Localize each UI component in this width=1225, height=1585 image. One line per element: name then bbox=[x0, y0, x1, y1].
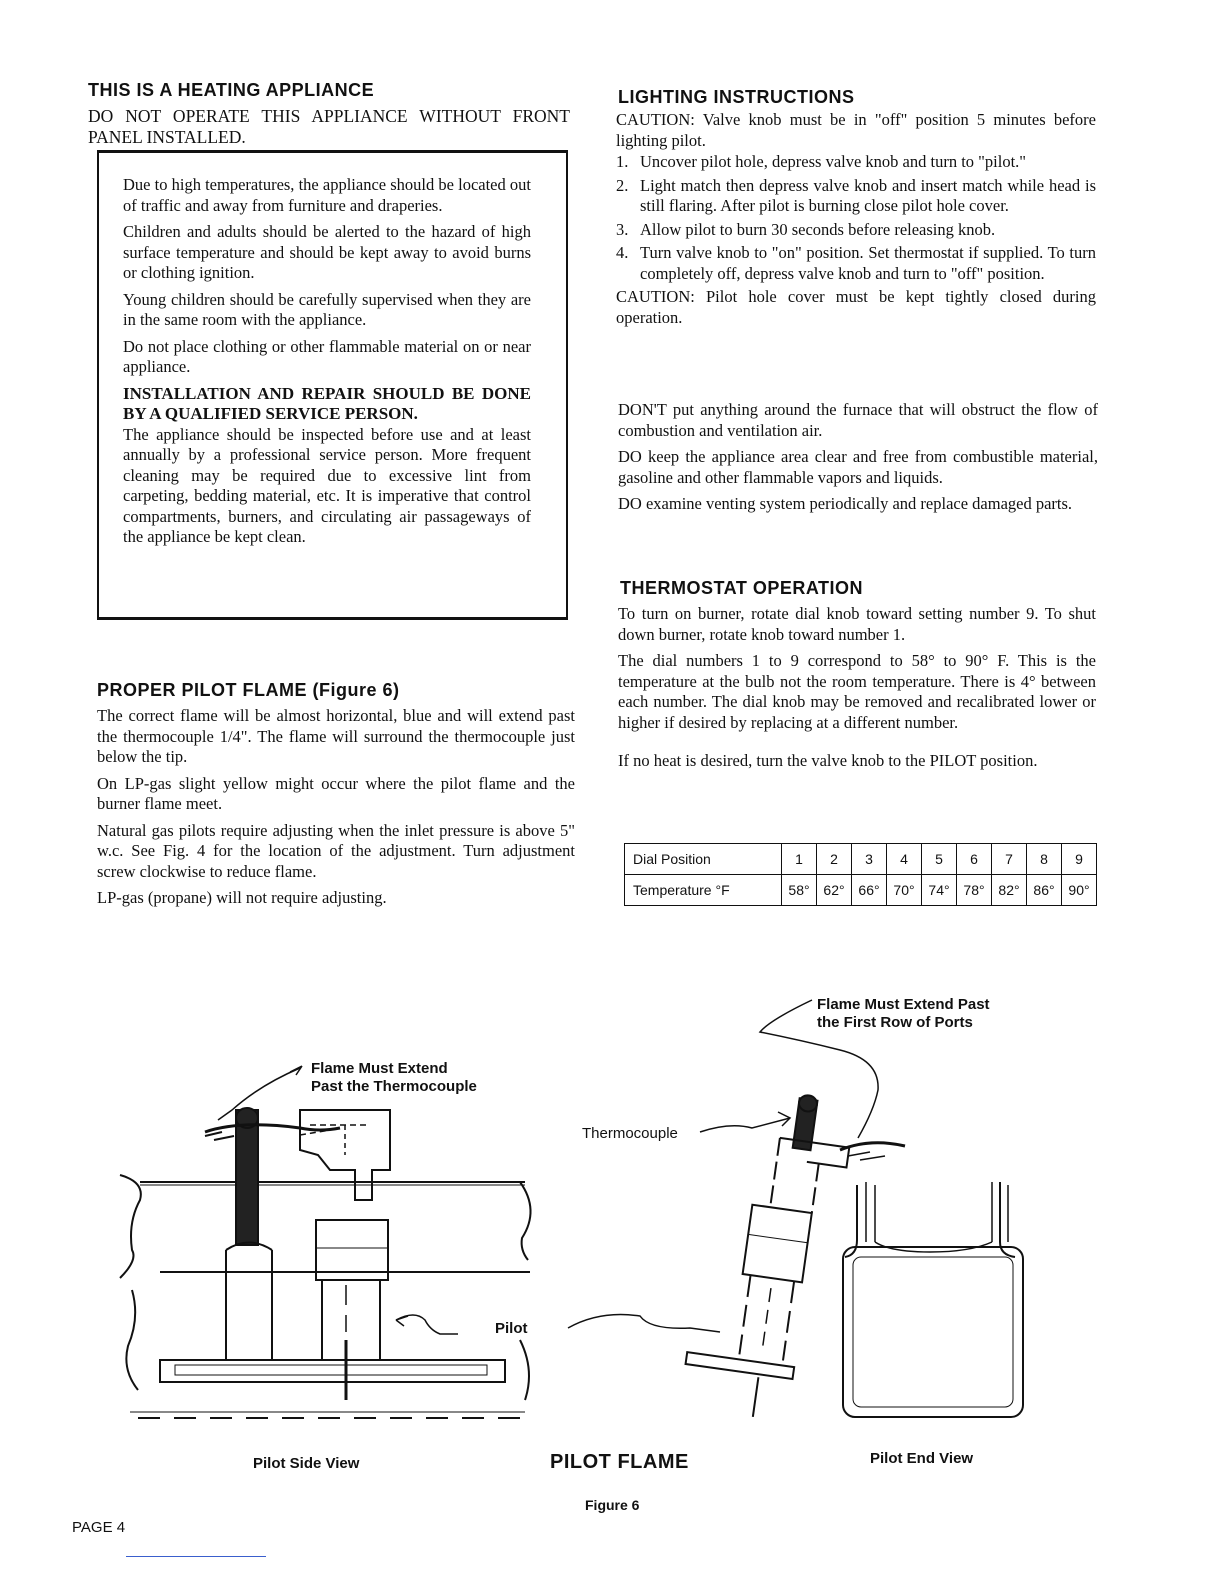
label-pilot: Pilot bbox=[495, 1320, 528, 1337]
pilot-side-view-drawing bbox=[120, 1066, 531, 1418]
table-cell: 62° bbox=[817, 875, 852, 906]
box-para-3: Young children should be carefully supervised when they are in the same room with the appliance. bbox=[123, 289, 531, 329]
table-cell: 3 bbox=[852, 844, 887, 875]
table-row bbox=[625, 844, 1097, 875]
table-cell: Temperature °F bbox=[625, 875, 782, 906]
table-cell: 66° bbox=[852, 875, 887, 906]
table-cell: 8 bbox=[1027, 844, 1062, 875]
do-para-1: DO keep the appliance area clear and free from combustible material, gasoline and other flammable vapors and liquids. bbox=[618, 447, 1098, 487]
thermo-para-1: To turn on burner, rotate dial knob toward setting number 9. To shut down burner, rotate knob toward number 1. bbox=[618, 604, 1096, 644]
table-cell: 1 bbox=[782, 844, 817, 875]
lighting-step: 1. Uncover pilot hole, depress valve knob and turn to "pilot." bbox=[616, 152, 1027, 171]
dial-temperature-table bbox=[624, 843, 1097, 906]
pilot-flame-section bbox=[97, 706, 575, 909]
heading-proper-pilot-flame: PROPER PILOT FLAME (Figure 6) bbox=[97, 680, 400, 700]
pilot-para-2: On LP-gas slight yellow might occur where the pilot flame and the burner flame meet. bbox=[97, 773, 575, 813]
box-para-5-bold: INSTALLATION AND REPAIR SHOULD BE DONE BY A QUALIFIED SERVICE PERSON. bbox=[123, 383, 531, 423]
dont-para: DON'T put anything around the furnace that will obstruct the flow of combustion and ventilation air. bbox=[618, 400, 1098, 440]
caption-pilot-end-view: Pilot End View bbox=[870, 1450, 974, 1467]
table-cell: 9 bbox=[1062, 844, 1097, 875]
lighting-instructions-section bbox=[616, 110, 1096, 328]
lighting-caution-2: CAUTION: Pilot hole cover must be kept tightly closed during operation. bbox=[616, 287, 1096, 327]
table-cell: 5 bbox=[922, 844, 957, 875]
table-cell: 58° bbox=[782, 875, 817, 906]
lighting-step: 2. Light match then depress valve knob and insert match while head is still flaring. After pilot is burning close pilot hole cover. bbox=[616, 175, 1096, 215]
table-row bbox=[625, 875, 1097, 906]
thermostat-section bbox=[618, 604, 1096, 772]
heading-thermostat-operation: THERMOSTAT OPERATION bbox=[620, 578, 863, 598]
dont-do-section bbox=[618, 400, 1098, 515]
pilot-flame-figure bbox=[0, 960, 1225, 1450]
pilot-para-3: Natural gas pilots require adjusting when the inlet pressure is above 5" w.c. See Fig. 4 for the location of the adjustment. Turn adjustment screw clockwise to reduce flame. bbox=[97, 820, 575, 881]
thermo-para-3: If no heat is desired, turn the valve knob to the PILOT position. bbox=[618, 751, 1038, 770]
label-flame-ports-line1: Flame Must Extend Past bbox=[817, 996, 990, 1013]
footer-line bbox=[126, 1556, 266, 1557]
label-flame-ports-line2: the First Row of Ports bbox=[817, 1014, 973, 1031]
table-cell: 82° bbox=[992, 875, 1027, 906]
label-flame-thermocouple-line2: Past the Thermocouple bbox=[311, 1078, 477, 1095]
box-para-2: Children and adults should be alerted to the hazard of high surface temperature and should be kept away to avoid burns or clothing ignition. bbox=[123, 222, 531, 282]
heading-lighting-instructions: LIGHTING INSTRUCTIONS bbox=[618, 87, 855, 107]
table-cell: 74° bbox=[922, 875, 957, 906]
table-cell: 70° bbox=[887, 875, 922, 906]
lighting-steps-list bbox=[616, 152, 1096, 284]
figure-number: Figure 6 bbox=[585, 1497, 640, 1513]
table-cell: 86° bbox=[1027, 875, 1062, 906]
table-cell: 90° bbox=[1062, 875, 1097, 906]
box-para-5-rest: The appliance should be inspected before use and at least annually by a professional service person. More frequent cleaning may be required due to excessive lint from carpeting, bedding material, etc. It is imperative that control compartments, burners, and circulating air passageways of the appliance be kept clean. bbox=[123, 424, 531, 546]
safety-warning-box bbox=[97, 150, 568, 620]
box-para-4: Do not place clothing or other flammable material on or near appliance. bbox=[123, 336, 531, 376]
table-cell: 4 bbox=[887, 844, 922, 875]
table-cell: 6 bbox=[957, 844, 992, 875]
table-cell: 2 bbox=[817, 844, 852, 875]
lighting-step: 3. Allow pilot to burn 30 seconds before releasing knob. bbox=[616, 219, 996, 239]
page-number: PAGE 4 bbox=[72, 1519, 126, 1536]
pilot-para-4: LP-gas (propane) will not require adjusting. bbox=[97, 888, 387, 907]
box-para-1: Due to high temperatures, the appliance should be located out of traffic and away from furniture and draperies. bbox=[123, 175, 531, 215]
caption-pilot-side-view: Pilot Side View bbox=[253, 1455, 360, 1472]
intro-warning: DO NOT OPERATE THIS APPLIANCE WITHOUT FRONT PANEL INSTALLED. bbox=[88, 106, 570, 147]
thermo-para-2: The dial numbers 1 to 9 correspond to 58° to 90° F. This is the temperature at the bulb not the room temperature. There is 4° between each number. The dial knob may be removed and recalibrated lower or higher if desired by replacing at a different number. bbox=[618, 651, 1096, 732]
label-flame-thermocouple-line1: Flame Must Extend bbox=[311, 1060, 448, 1077]
table-cell: 78° bbox=[957, 875, 992, 906]
table-cell: Dial Position bbox=[625, 844, 782, 875]
pilot-end-view-drawing bbox=[568, 1000, 1023, 1425]
heading-heating-appliance: THIS IS A HEATING APPLIANCE bbox=[88, 80, 375, 100]
pilot-para-1: The correct flame will be almost horizontal, blue and will extend past the thermocouple 1/4". The flame will surround the thermocouple just below the tip. bbox=[97, 706, 575, 766]
lighting-caution-1: CAUTION: Valve knob must be in "off" position 5 minutes before lighting pilot. bbox=[616, 110, 1096, 150]
lighting-step: 4. Turn valve knob to "on" position. Set thermostat if supplied. To turn completely off, depress valve knob and turn to "off" position. bbox=[616, 243, 1096, 283]
table-cell: 7 bbox=[992, 844, 1027, 875]
caption-pilot-flame: PILOT FLAME bbox=[550, 1451, 689, 1473]
do-para-2: DO examine venting system periodically and replace damaged parts. bbox=[618, 494, 1073, 513]
label-thermocouple: Thermocouple bbox=[582, 1125, 678, 1142]
